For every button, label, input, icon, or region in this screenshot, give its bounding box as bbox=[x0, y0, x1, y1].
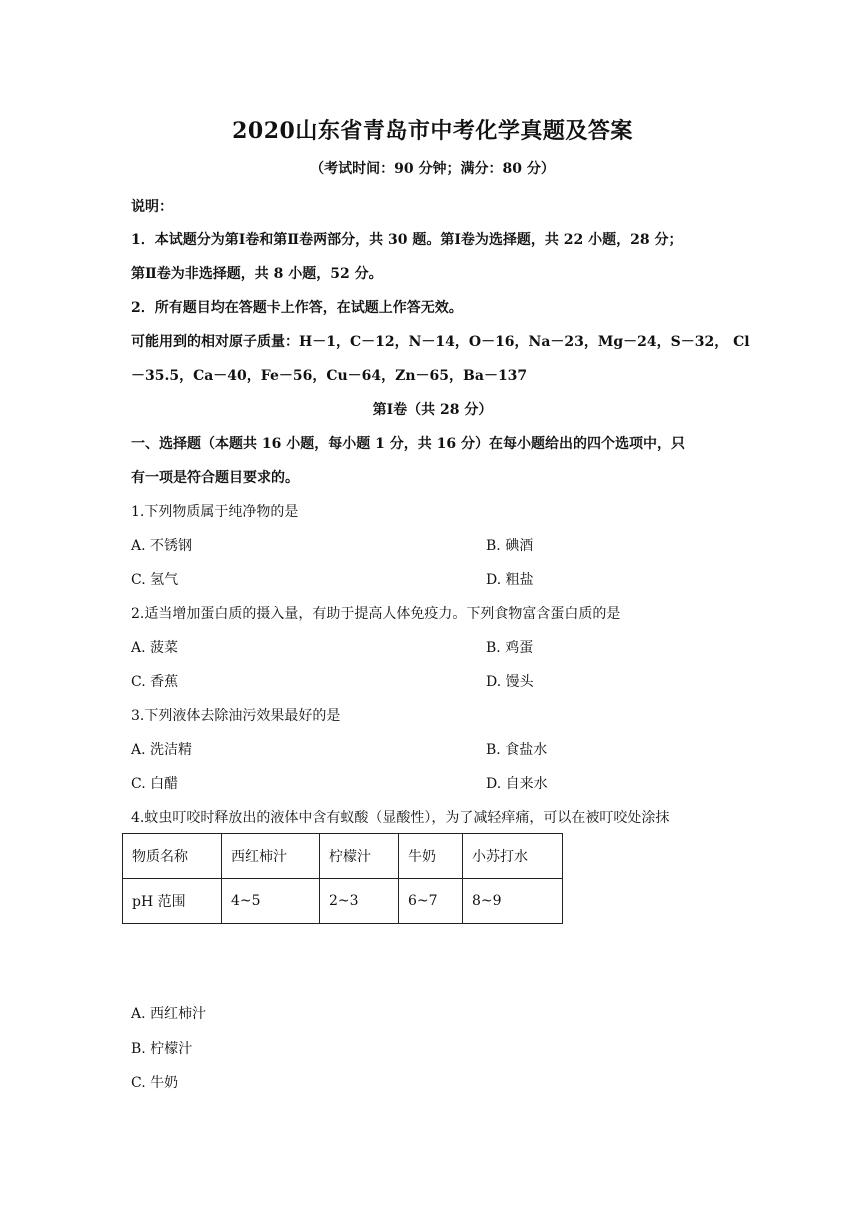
question-1-option-d: D. 粗盐 bbox=[486, 572, 534, 588]
table-cell: 西红柿汁 bbox=[222, 834, 320, 879]
question-4-option-b: B. 柠檬汁 bbox=[131, 1041, 193, 1057]
question-1-option-b: B. 碘酒 bbox=[486, 538, 534, 554]
question-4-option-a: A. 西红柿汁 bbox=[131, 1006, 207, 1022]
section1-line-b: 有一项是符合题目要求的。 bbox=[131, 470, 299, 486]
question-1-option-c: C. 氢气 bbox=[131, 572, 179, 588]
table-cell: 小苏打水 bbox=[463, 834, 563, 879]
question-1-stem: 1.下列物质属于纯净物的是 bbox=[131, 504, 299, 520]
question-2-option-c: C. 香蕉 bbox=[131, 674, 179, 690]
table-row bbox=[123, 879, 563, 924]
instruction-1b: 第Ⅱ卷为非选择题，共 8 小题，52 分。 bbox=[131, 266, 383, 282]
question-4-option-c: C. 牛奶 bbox=[131, 1075, 179, 1091]
table-cell: 8~9 bbox=[463, 879, 563, 924]
section1-line-a: 一、选择题（本题共 16 小题，每小题 1 分，共 16 分）在每小题给出的四个选项中，只 bbox=[131, 436, 685, 452]
atomic-mass-line-1: 可能用到的相对原子质量：H－1，C－12，N－14，O－16，Na－23，Mg－24，S－32， Cl bbox=[131, 334, 750, 350]
question-4-stem: 4.蚊虫叮咬时释放出的液体中含有蚁酸（显酸性），为了减轻痒痛，可以在被叮咬处涂抹 bbox=[131, 810, 670, 826]
instruction-1a: 1．本试题分为第Ⅰ卷和第Ⅱ卷两部分，共 30 题。第Ⅰ卷为选择题，共 22 小题，28 分； bbox=[131, 232, 683, 248]
part1-heading: 第Ⅰ卷（共 28 分） bbox=[372, 402, 493, 418]
table-cell: 4~5 bbox=[222, 879, 320, 924]
question-3-stem: 3.下列液体去除油污效果最好的是 bbox=[131, 708, 341, 724]
question-2-option-b: B. 鸡蛋 bbox=[486, 640, 534, 656]
question-3-option-b: B. 食盐水 bbox=[486, 742, 548, 758]
table-cell: 柠檬汁 bbox=[320, 834, 399, 879]
table-cell: 物质名称 bbox=[123, 834, 222, 879]
table-cell: 6~7 bbox=[399, 879, 463, 924]
table-cell: pH 范围 bbox=[123, 879, 222, 924]
instruction-2: 2．所有题目均在答题卡上作答，在试题上作答无效。 bbox=[131, 300, 463, 316]
question-3-option-c: C. 白醋 bbox=[131, 776, 179, 792]
atomic-mass-line-2: －35.5，Ca－40，Fe－56，Cu－64，Zn－65，Ba－137 bbox=[131, 368, 528, 384]
instructions-heading: 说明： bbox=[131, 199, 173, 215]
question-2-option-d: D. 馒头 bbox=[486, 674, 534, 690]
table-cell: 2~3 bbox=[320, 879, 399, 924]
ph-table bbox=[122, 833, 563, 924]
question-2-option-a: A. 菠菜 bbox=[131, 640, 179, 656]
question-2-stem: 2.适当增加蛋白质的摄入量，有助于提高人体免疫力。下列食物富含蛋白质的是 bbox=[131, 606, 621, 622]
table-cell: 牛奶 bbox=[399, 834, 463, 879]
question-1-option-a: A. 不锈钢 bbox=[131, 538, 193, 554]
table-row bbox=[123, 834, 563, 879]
document-title: 2020山东省青岛市中考化学真题及答案 bbox=[232, 118, 633, 144]
question-3-option-a: A. 洗洁精 bbox=[131, 742, 193, 758]
exam-info: （考试时间：90 分钟；满分：80 分） bbox=[310, 161, 555, 177]
question-3-option-d: D. 自来水 bbox=[486, 776, 548, 792]
